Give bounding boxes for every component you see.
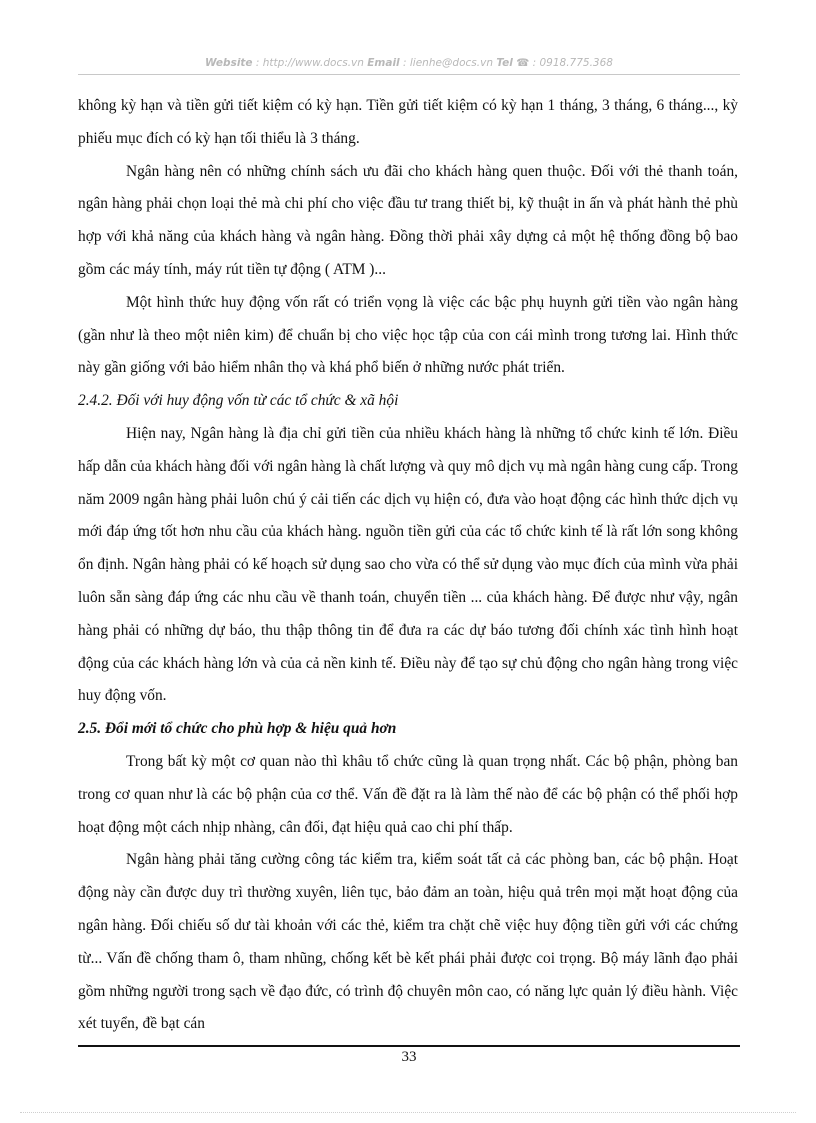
paragraph: không kỳ hạn và tiền gửi tiết kiệm có kỳ hạn. Tiền gửi tiết kiệm có kỳ hạn 1 tháng, 3 tháng, 6 tháng..., kỳ phiếu mục đích có kỳ hạn tối thiểu là 3 tháng. <box>78 97 738 147</box>
email-value: : lienhe@docs.vn <box>399 57 497 69</box>
website-label: Website <box>205 57 253 69</box>
paragraph: Một hình thức huy động vốn rất có triển vọng là việc các bậc phụ huynh gửi tiền vào ngân hàng (gần như là theo một niên kim) để chuẩn bị cho việc học tập của con cái mình trong tương lai. Hình thức này gần giống với bảo hiểm nhân thọ và khá phổ biến ở những nước phát triển. <box>78 293 738 377</box>
paragraph: Hiện nay, Ngân hàng là địa chỉ gửi tiền của nhiều khách hàng là những tổ chức kinh tế lớn. Điều hấp dẫn của khách hàng đối với ngân hàng là chất lượng và quy mô dịch vụ mà ngân hàng cung cấp. Trong năm 2009 ngân hàng phải luôn chú ý cải tiến các dịch vụ hiện có, đưa vào hoạt động các hình thức dịch vụ mới đáp ứng tốt hơn nhu cầu của khách hàng. nguồn tiền gửi của các tổ chức kinh tế là rất lớn song không ổn định. Ngân hàng phải có kế hoạch sử dụng sao cho vừa có thể sử dụng vào mục đích của mình vừa phải luôn sẵn sàng đáp ứng các nhu cầu về thanh toán, chuyển tiền ... của khách hàng. Để được như vậy, ngân hàng phải có những dự báo, thu thập thông tin để đưa ra các dự báo tương đối chính xác tình hình hoạt động của các khách hàng lớn và của cả nền kinh tế. Điều này để tạo sự chủ động cho ngân hàng trong việc huy động vốn. <box>78 424 738 705</box>
document-body <box>78 90 738 1041</box>
paragraph: Trong bất kỳ một cơ quan nào thì khâu tổ chức cũng là quan trọng nhất. Các bộ phận, phòng ban trong cơ quan như là các bộ phận của cơ thể. Vấn đề đặt ra là làm thế nào để các bộ phận có thể phối hợp hoạt động một cách nhịp nhàng, cân đối, đạt hiệu quả cao chi phí thấp. <box>78 752 738 836</box>
section-heading: 2.4.2. Đối với huy động vốn từ các tổ chức & xã hội <box>78 392 399 410</box>
page-number: 33 <box>401 1049 417 1065</box>
footer-divider <box>78 1045 740 1047</box>
page-header <box>78 57 740 73</box>
paragraph: Ngân hàng nên có những chính sách ưu đãi cho khách hàng quen thuộc. Đối với thẻ thanh toán, ngân hàng phải chọn loại thẻ mà chi phí cho việc đầu tư trang thiết bị, kỹ thuật in ấn và phát hành thẻ phù hợp với khả năng của khách hàng và ngân hàng. Đồng thời phải xây dựng cả một hệ thống đồng bộ bao gồm các máy tính, máy rút tiền tự động ( ATM )... <box>78 162 738 278</box>
phone-icon: ☎ <box>516 57 530 69</box>
page-bottom-border <box>20 1112 796 1113</box>
tel-label: Tel <box>496 57 513 69</box>
email-label: Email <box>367 57 400 69</box>
website-value: : http://www.docs.vn <box>252 57 368 69</box>
paragraph: Ngân hàng phải tăng cường công tác kiểm tra, kiểm soát tất cả các phòng ban, các bộ phận. Hoạt động này cần được duy trì thường xuyên, liên tục, bảo đảm an toàn, hiệu quả trên mọi mặt hoạt động của ngân hàng. Đối chiếu số dư tài khoản với các thẻ, kiểm tra chặt chẽ việc huy động tiền gửi với các chứng từ... Vấn đề chống tham ô, tham nhũng, chống kết bè kết phái phải được coi trọng. Bộ máy lãnh đạo phải gồm những người trong sạch về đạo đức, có trình độ chuyên môn cao, có năng lực quản lý điều hành. Việc xét tuyển, đề bạt cán <box>78 851 738 1033</box>
section-heading: 2.5. Đổi mới tổ chức cho phù hợp & hiệu quả hơn <box>78 720 397 738</box>
tel-value: : 0918.775.368 <box>529 57 613 69</box>
header-divider <box>78 74 740 75</box>
